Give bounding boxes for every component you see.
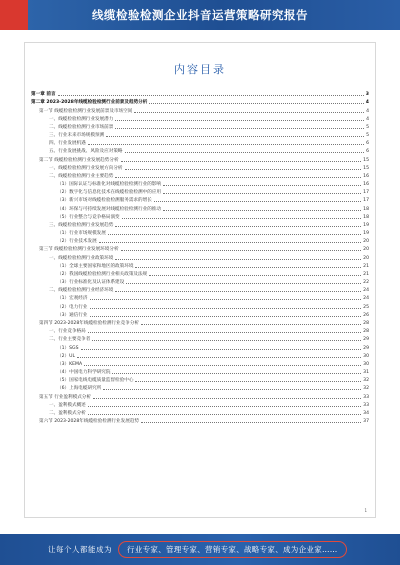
toc-entry-page: 16 <box>363 173 369 179</box>
toc-entry-page: 30 <box>363 361 369 367</box>
toc-entry-title: （1）国际认证与标准化对线缆检验检测行业的影响 <box>57 182 161 188</box>
toc-entry[interactable] <box>31 236 369 244</box>
toc-entry-title: （3）行业标准化及认证体系建设 <box>57 280 125 286</box>
toc-entry-title: 一、盈利模式概述 <box>49 402 86 408</box>
toc-entry[interactable] <box>31 408 369 416</box>
toc-entry-page: 21 <box>363 271 369 277</box>
toc-entry-title: （1）行业市场规模发展 <box>57 231 106 237</box>
toc-leader-dots <box>106 136 364 137</box>
toc-entry-page: 15 <box>363 165 369 171</box>
toc-entry[interactable] <box>31 367 369 375</box>
toc-entry[interactable] <box>31 89 369 97</box>
toc-entry-title: （1）全球主要国家和地区的政策环境 <box>57 263 134 269</box>
toc-entry-page: 3 <box>365 92 369 98</box>
toc-entry-title: （3）通信行业 <box>57 312 88 318</box>
toc-entry-title: （6）上海电缆研究所 <box>57 386 102 392</box>
toc-entry-page: 18 <box>363 214 369 220</box>
toc-entry[interactable] <box>31 400 369 408</box>
toc-entry-page: 5 <box>366 133 369 139</box>
toc-leader-dots <box>115 226 361 227</box>
toc-leader-dots <box>88 406 361 407</box>
toc-leader-dots <box>149 275 361 276</box>
toc-entry-title: 一、行业竞争格局 <box>49 329 86 335</box>
toc-entry-page: 24 <box>363 296 369 302</box>
toc-entry-page: 17 <box>363 198 369 204</box>
toc-entry-page: 21 <box>363 263 369 269</box>
toc-leader-dots <box>149 103 363 104</box>
toc-entry[interactable] <box>31 171 369 179</box>
toc-leader-dots <box>92 340 361 341</box>
toc-entry[interactable] <box>31 326 369 334</box>
toc-entry[interactable] <box>31 105 369 113</box>
toc-entry[interactable] <box>31 114 369 122</box>
toc-entry-title: 四、行业发展机遇 <box>49 141 86 147</box>
toc-entry-page: 33 <box>363 402 369 408</box>
toc-entry[interactable] <box>31 179 369 187</box>
toc-entry[interactable] <box>31 228 369 236</box>
toc-entry[interactable] <box>31 269 369 277</box>
toc-entry[interactable] <box>31 334 369 342</box>
toc-leader-dots <box>135 381 361 382</box>
toc-entry-page: 37 <box>363 419 369 425</box>
toc-leader-dots <box>125 152 365 153</box>
toc-entry-page: 31 <box>363 370 369 376</box>
toc-leader-dots <box>141 324 361 325</box>
toc-entry-page: 15 <box>363 157 369 163</box>
toc-entry-page: 34 <box>363 410 369 416</box>
toc-entry-title: 第五节 行业盈利模式分析 <box>39 394 91 400</box>
toc-entry-title: 二、线缆检验检测行业主要趋势 <box>49 173 114 179</box>
toc-entry-title: 第一节 线缆检验检测行业发展前景及市场空间 <box>39 108 133 114</box>
toc-leader-dots <box>126 283 361 284</box>
toc-entry[interactable] <box>31 391 369 399</box>
toc-entry[interactable] <box>31 97 369 105</box>
toc-entry-title: （5）行业整合与竞争格局演变 <box>57 214 120 220</box>
toc-entry-title: （5）国家电线电缆质量监督检验中心 <box>57 378 134 384</box>
toc-entry-title: 二、行业主要竞争者 <box>49 337 91 343</box>
toc-leader-dots <box>115 291 361 292</box>
toc-entry-page: 16 <box>363 182 369 188</box>
toc-entry-page: 32 <box>363 378 369 384</box>
toc-entry[interactable] <box>31 383 369 391</box>
toc-entry-page: 32 <box>363 386 369 392</box>
toc-leader-dots <box>84 365 361 366</box>
toc-entry[interactable] <box>31 318 369 326</box>
toc-entry[interactable] <box>31 195 369 203</box>
toc-entry[interactable] <box>31 416 369 424</box>
toc-entry-page: 28 <box>363 320 369 326</box>
toc-leader-dots <box>108 234 361 235</box>
toc-entry-page: 4 <box>366 116 369 122</box>
top-banner <box>0 0 400 30</box>
toc-list <box>31 89 369 424</box>
toc-leader-dots <box>90 316 362 317</box>
toc-entry-page: 30 <box>363 353 369 359</box>
toc-entry[interactable] <box>31 359 369 367</box>
toc-entry-page: 6 <box>366 149 369 155</box>
toc-entry[interactable] <box>31 244 369 252</box>
toc-entry-page: 22 <box>363 280 369 286</box>
toc-entry-title: （2）电力行业 <box>57 304 88 310</box>
toc-entry-page: 5 <box>366 124 369 130</box>
toc-leader-dots <box>90 299 362 300</box>
toc-entry[interactable] <box>31 351 369 359</box>
toc-entry-page: 17 <box>363 190 369 196</box>
toc-entry-page: 26 <box>363 312 369 318</box>
toc-leader-dots <box>115 120 364 121</box>
toc-leader-dots <box>88 144 364 145</box>
toc-entry-page: 33 <box>363 394 369 400</box>
toc-entry-title: （4）中国电力科学研究院 <box>57 370 111 376</box>
toc-entry-page: 19 <box>363 231 369 237</box>
toc-entry-page: 4 <box>366 108 369 114</box>
toc-leader-dots <box>90 308 362 309</box>
toc-entry[interactable] <box>31 187 369 195</box>
toc-leader-dots <box>81 349 362 350</box>
toc-leader-dots <box>58 95 364 96</box>
toc-entry-page: 25 <box>363 304 369 310</box>
toc-entry-title: 三、线缆检验检测行业发展趋势 <box>49 222 114 228</box>
toc-leader-dots <box>115 259 361 260</box>
toc-entry[interactable] <box>31 293 369 301</box>
toc-entry[interactable] <box>31 203 369 211</box>
toc-entry-page: 20 <box>363 239 369 245</box>
document-page <box>24 42 376 518</box>
toc-entry[interactable] <box>31 342 369 350</box>
toc-entry-title: （4）环保与可持续发展对线缆检验检测行业的推动 <box>57 206 161 212</box>
toc-leader-dots <box>103 389 361 390</box>
toc-entry-title: 二、线缆检验检测行业经济环境 <box>49 288 114 294</box>
footer-tags: 行业专家、管理专家、营销专家、战略专家、成为企业家…… <box>118 541 347 558</box>
toc-entry-title: （3）KEMA <box>57 361 83 367</box>
toc-entry-title: 第二章 2023-2028年线缆检验检测行业前景及趋势分析 <box>31 100 148 106</box>
toc-leader-dots <box>134 112 364 113</box>
toc-leader-dots <box>88 332 361 333</box>
toc-entry-title: 二、盈利模式分析 <box>49 410 86 416</box>
toc-leader-dots <box>121 250 362 251</box>
toc-leader-dots <box>121 161 362 162</box>
toc-leader-dots <box>115 177 361 178</box>
footer-slogan: 让每个人都能成为 <box>48 545 112 554</box>
toc-entry-title: 三、行业未来市场规模预测 <box>49 133 105 139</box>
toc-entry[interactable] <box>31 310 369 318</box>
toc-entry-title: （2）行业技术发展 <box>57 239 97 245</box>
toc-entry-title: （3）新兴市场对线缆检验检测服务需求的增长 <box>57 198 152 204</box>
toc-entry-title: （2）我国线缆检验检测行业相关政策及法规 <box>57 271 148 277</box>
toc-leader-dots <box>112 373 361 374</box>
toc-entry-title: （2）数字化与信息化技术在线缆检验检测中的应用 <box>57 190 161 196</box>
toc-entry-title: 二、线缆检验检测行业市场前景 <box>49 124 114 130</box>
toc-leader-dots <box>163 210 361 211</box>
toc-leader-dots <box>154 201 361 202</box>
toc-entry-page: 19 <box>363 222 369 228</box>
toc-entry-page: 28 <box>363 329 369 335</box>
toc-entry[interactable] <box>31 261 369 269</box>
toc-entry-title: 一、线缆检验检测行业政策环境 <box>49 255 114 261</box>
toc-entry-title: 一、线缆检验检测行业发展潜力 <box>49 116 114 122</box>
toc-entry-title: （1）宏观经济 <box>57 296 88 302</box>
toc-entry[interactable] <box>31 285 369 293</box>
banner-accent-square <box>0 0 28 30</box>
toc-entry-page: 29 <box>363 337 369 343</box>
toc-entry-title: （1）SGS <box>57 345 79 351</box>
page-number: 1 <box>364 508 367 513</box>
toc-entry[interactable] <box>31 277 369 285</box>
toc-entry-page: 24 <box>363 288 369 294</box>
toc-leader-dots <box>122 218 361 219</box>
toc-leader-dots <box>88 414 361 415</box>
toc-leader-dots <box>125 169 362 170</box>
toc-entry[interactable] <box>31 301 369 309</box>
toc-leader-dots <box>163 185 361 186</box>
toc-entry-page: 18 <box>363 206 369 212</box>
toc-entry[interactable] <box>31 163 369 171</box>
toc-entry-title: 五、行业发展挑战、风险及应对策略 <box>49 149 123 155</box>
toc-entry[interactable] <box>31 122 369 130</box>
toc-entry[interactable] <box>31 146 369 154</box>
toc-entry[interactable] <box>31 154 369 162</box>
toc-entry[interactable] <box>31 138 369 146</box>
toc-entry[interactable] <box>31 130 369 138</box>
toc-entry[interactable] <box>31 220 369 228</box>
toc-leader-dots <box>93 398 361 399</box>
bottom-banner <box>0 534 400 565</box>
toc-entry-title: 第三节 线缆检验检测行业发展环境分析 <box>39 247 119 253</box>
report-title: 线缆检验检测企业抖音运营策略研究报告 <box>92 8 308 22</box>
toc-leader-dots <box>77 357 361 358</box>
toc-entry-title: 一、线缆检验检测行业发展方向分析 <box>49 165 123 171</box>
toc-entry-page: 4 <box>365 100 369 106</box>
toc-entry-title: 第六节 2023-2028年线缆检验检测行业发展趋势 <box>39 419 140 425</box>
toc-entry[interactable] <box>31 212 369 220</box>
toc-leader-dots <box>163 193 361 194</box>
toc-leader-dots <box>99 242 361 243</box>
toc-leader-dots <box>141 422 361 423</box>
toc-entry[interactable] <box>31 252 369 260</box>
toc-entry-title: 第二节 线缆检验检测行业发展趋势分析 <box>39 157 119 163</box>
toc-entry-page: 29 <box>363 345 369 351</box>
toc-entry-title: 第一章 前言 <box>31 92 56 98</box>
toc-entry-title: 第四节 2023-2028年线缆检验检测行业竞争分析 <box>39 320 140 326</box>
toc-entry-page: 20 <box>363 247 369 253</box>
toc-leader-dots <box>115 128 364 129</box>
toc-entry-page: 20 <box>363 255 369 261</box>
toc-heading: 内容目录 <box>174 63 226 76</box>
toc-entry-page: 6 <box>366 141 369 147</box>
toc-leader-dots <box>135 267 361 268</box>
toc-entry-title: （2）UL <box>57 353 76 359</box>
toc-entry[interactable] <box>31 375 369 383</box>
